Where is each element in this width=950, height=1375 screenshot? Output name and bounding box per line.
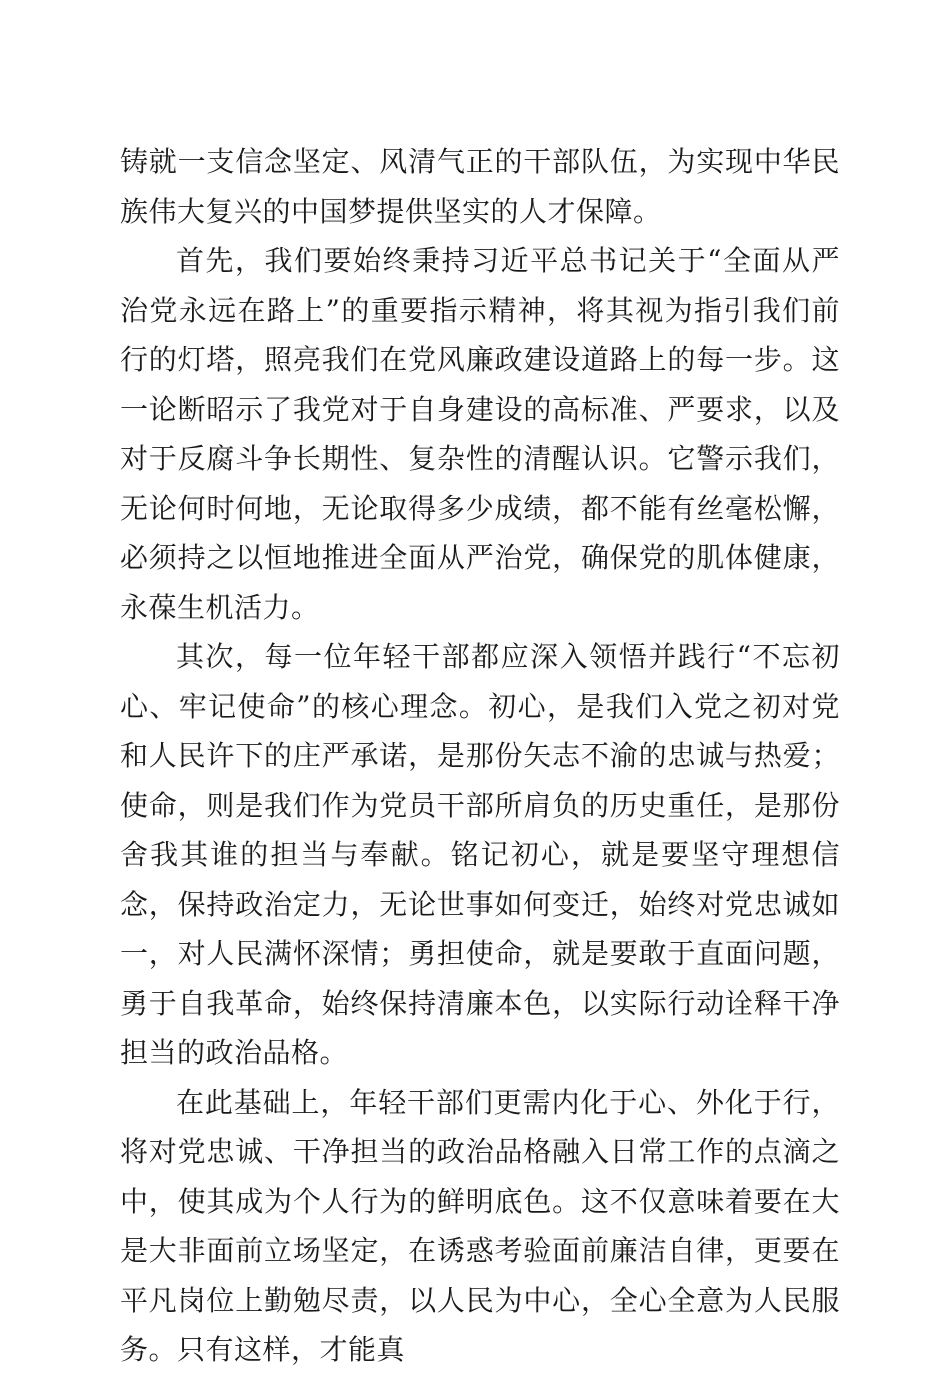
paragraph-continuation: 铸就一支信念坚定、风清气正的干部队伍，为实现中华民族伟大复兴的中国梦提供坚实的人才保障。 — [120, 145, 840, 228]
paragraph-second: 其次，每一位年轻干部都应深入领悟并践行“不忘初心、牢记使命”的核心理念。初心，是我们入党之初对党和人民许下的庄严承诺，是那份矢志不渝的忠诚与热爱；使命，则是我们作为党员干部所肩负的历史重任，是那份舍我其谁的担当与奉献。铭记初心，就是要坚守理想信念，保持政治定力，无论世事如何变迁，始终对党忠诚如一，对人民满怀深情；勇担使命，就是要敢于直面问题，勇于自我革命，始终保持清廉本色，以实际行动诠释干净担当的政治品格。 — [120, 640, 840, 1069]
paragraph-third: 在此基础上，年轻干部们更需内化于心、外化于行，将对党忠诚、干净担当的政治品格融入日常工作的点滴之中，使其成为个人行为的鲜明底色。这不仅意味着要在大是大非面前立场坚定，在诱惑考验面前廉洁自律，更要在平凡岗位上勤勉尽责，以人民为中心，全心全意为人民服务。只有这样，才能真 — [120, 1085, 840, 1366]
document-body — [120, 137, 840, 1375]
paragraph-first: 首先，我们要始终秉持习近平总书记关于“全面从严治党永远在路上”的重要指示精神，将其视为指引我们前行的灯塔，照亮我们在党风廉政建设道路上的每一步。这一论断昭示了我党对于自身建设的高标准、严要求，以及对于反腐斗争长期性、复杂性的清醒认识。它警示我们，无论何时何地，无论取得多少成绩，都不能有丝毫松懈，必须持之以恒地推进全面从严治党，确保党的肌体健康，永葆生机活力。 — [120, 244, 840, 624]
